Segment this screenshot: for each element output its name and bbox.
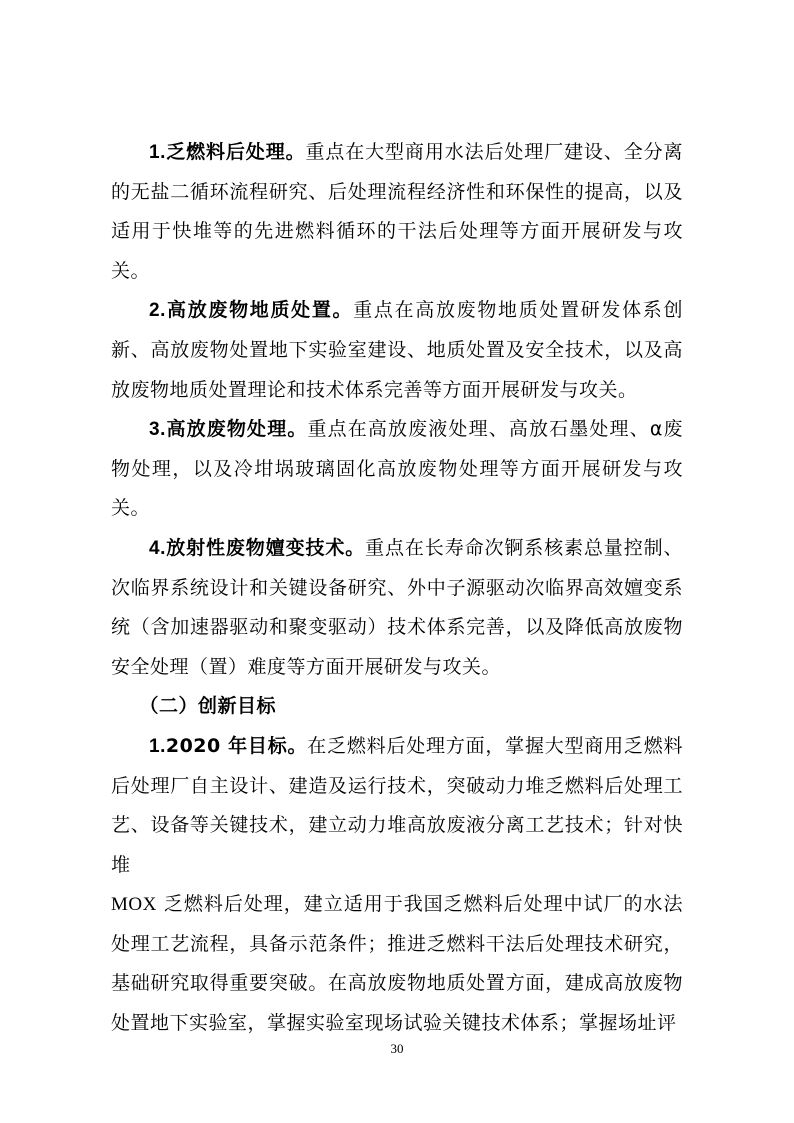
paragraph-transmutation: [111, 529, 683, 687]
item-body: 重点在高放废物地质处置研发体系创新、高放废物处置地下实验室建设、地质处置及安全技术，以及高放废物地质处置理论和技术体系完善等方面开展研发与攻关。: [111, 299, 683, 401]
item-number: 2.: [149, 300, 166, 322]
page-number: 30: [390, 1041, 404, 1056]
item-body: 重点在长寿命次锕系核素总量控制、次临界系统设计和关键设备研究、外中子源驱动次临界高效嬗变系统（含加速器驱动和聚变驱动）技术体系完善，以及降低高放废物安全处理（置）难度等方面开展研发与攻关。: [111, 536, 683, 678]
document-body: [111, 133, 683, 1044]
item-title: 放射性废物嬗变技术。: [165, 536, 366, 559]
paragraph-geological-disposal: [111, 291, 683, 410]
item-title: 高放废物处理。: [165, 418, 308, 441]
paragraph-2020-goal: [111, 727, 683, 1044]
item-title: 2020 年目标。: [165, 734, 308, 757]
paragraph-spent-fuel-reprocessing: [111, 133, 683, 291]
mox-term: MOX: [111, 894, 157, 916]
section-heading: （二）创新目标: [139, 695, 277, 718]
item-body: 重点在高放废液处理、高放石墨处理、α废物处理，以及冷坩埚玻璃固化高放废物处理等方面开展研发与攻关。: [111, 418, 683, 520]
item-number: 1.: [149, 735, 166, 757]
paragraph-hlw-treatment: [111, 410, 683, 529]
item-number: 1.: [149, 142, 166, 163]
item-body-continued: 乏燃料后处理，建立适用于我国乏燃料后处理中试厂的水法处理工艺流程，具备示范条件；推进乏燃料干法后处理技术研究，基础研究取得重要突破。在高放废物地质处置方面，建成高放废物处置地下实验室，掌握实验室现场试验关键技术体系；掌握场址评: [111, 893, 683, 1035]
item-body: 重点在大型商用水法后处理厂建设、全分离的无盐二循环流程研究、后处理流程经济性和环保性的提高，以及适用于快堆等的先进燃料循环的干法后处理等方面开展研发与攻关。: [111, 141, 683, 282]
item-body: 在乏燃料后处理方面，掌握大型商用乏燃料后处理厂自主设计、建造及运行技术，突破动力堆乏燃料后处理工艺、设备等关键技术，建立动力堆高放废液分离工艺技术；针对快堆: [111, 734, 683, 876]
item-number: 3.: [149, 419, 166, 441]
item-title: 乏燃料后处理。: [165, 141, 306, 163]
item-number: 4.: [149, 537, 166, 559]
item-title: 高放废物地质处置。: [165, 299, 354, 322]
